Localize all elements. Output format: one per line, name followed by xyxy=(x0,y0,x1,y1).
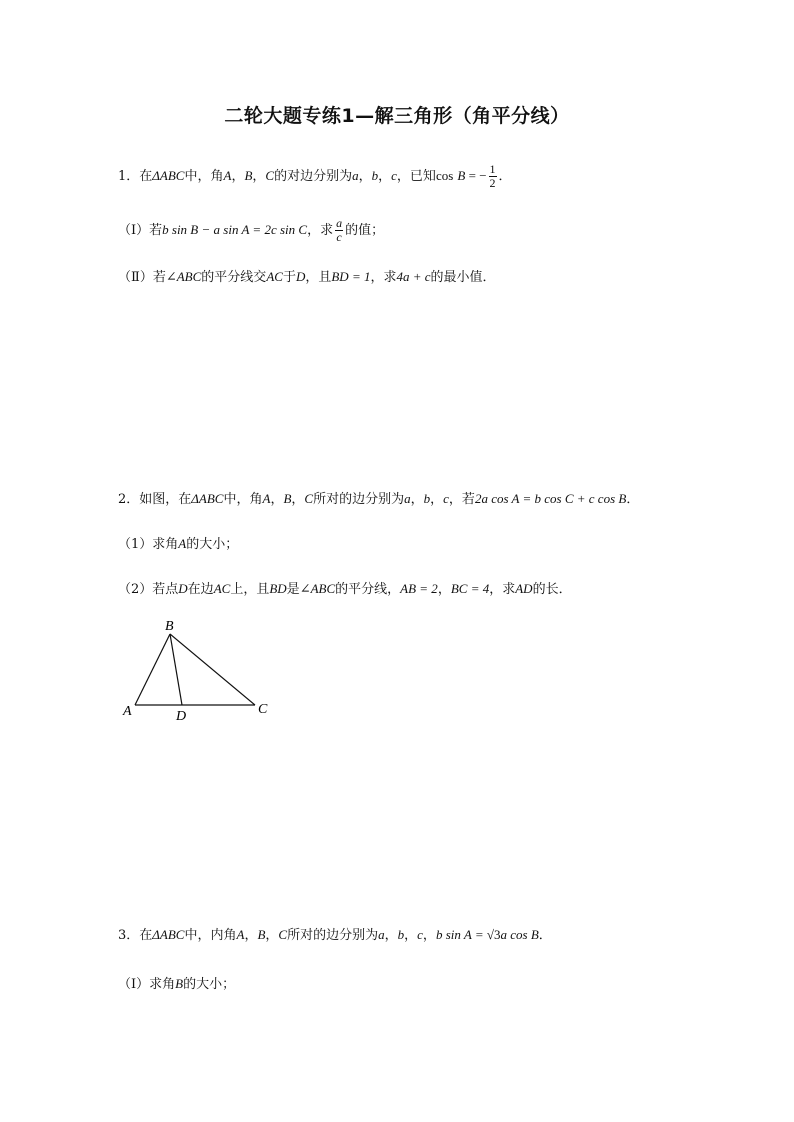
problem-2-intro: 2．如图，在ΔABC中，角A，B，C所对的边分别为a，b，c，若2a cos A = b cos C + c cos B． xyxy=(118,491,640,507)
problem-3-part-1: （Ⅰ）求角B的大小； xyxy=(118,976,236,992)
segment-bc xyxy=(170,634,255,705)
fraction: $\frac{1}{2}$ xyxy=(489,162,496,190)
label-b: B xyxy=(165,619,174,634)
problem-2-part-2: （2）若点D在边AC上，且BD是∠ABC的平分线，AB = 2，BC = 4，求AD的长． xyxy=(118,581,572,597)
problem-2-part-1: （1）求角A的大小； xyxy=(118,536,239,552)
triangle-figure xyxy=(118,612,288,727)
problem-3-intro: 3．在ΔABC中，内角A，B，C所对的边分别为a，b，c，b sin A = √3a cos B． xyxy=(118,927,552,943)
problem-1-intro: 1．在ΔABC中，角A，B，C的对边分别为a，b，c，已知cos B = − $\frac{1}{2}$ ． xyxy=(118,162,512,190)
label-a: A xyxy=(123,704,132,719)
label-d: D xyxy=(176,709,187,724)
page-title: 二轮大题专练1—解三角形（角平分线） xyxy=(224,105,570,127)
segment-bd xyxy=(170,634,182,705)
problem-1-part-1: （Ⅰ）若b sin B − a sin A = 2c sin C，求 $\frac{a}{c}$ 的值； xyxy=(118,216,385,244)
segment-ab xyxy=(135,634,170,705)
label-c: C xyxy=(258,702,268,717)
problem-1-part-2: （Ⅱ）若∠ABC的平分线交AC于D，且BD = 1，求4a + c的最小值． xyxy=(118,269,496,285)
fraction: $\frac{a}{c}$ xyxy=(336,216,343,244)
